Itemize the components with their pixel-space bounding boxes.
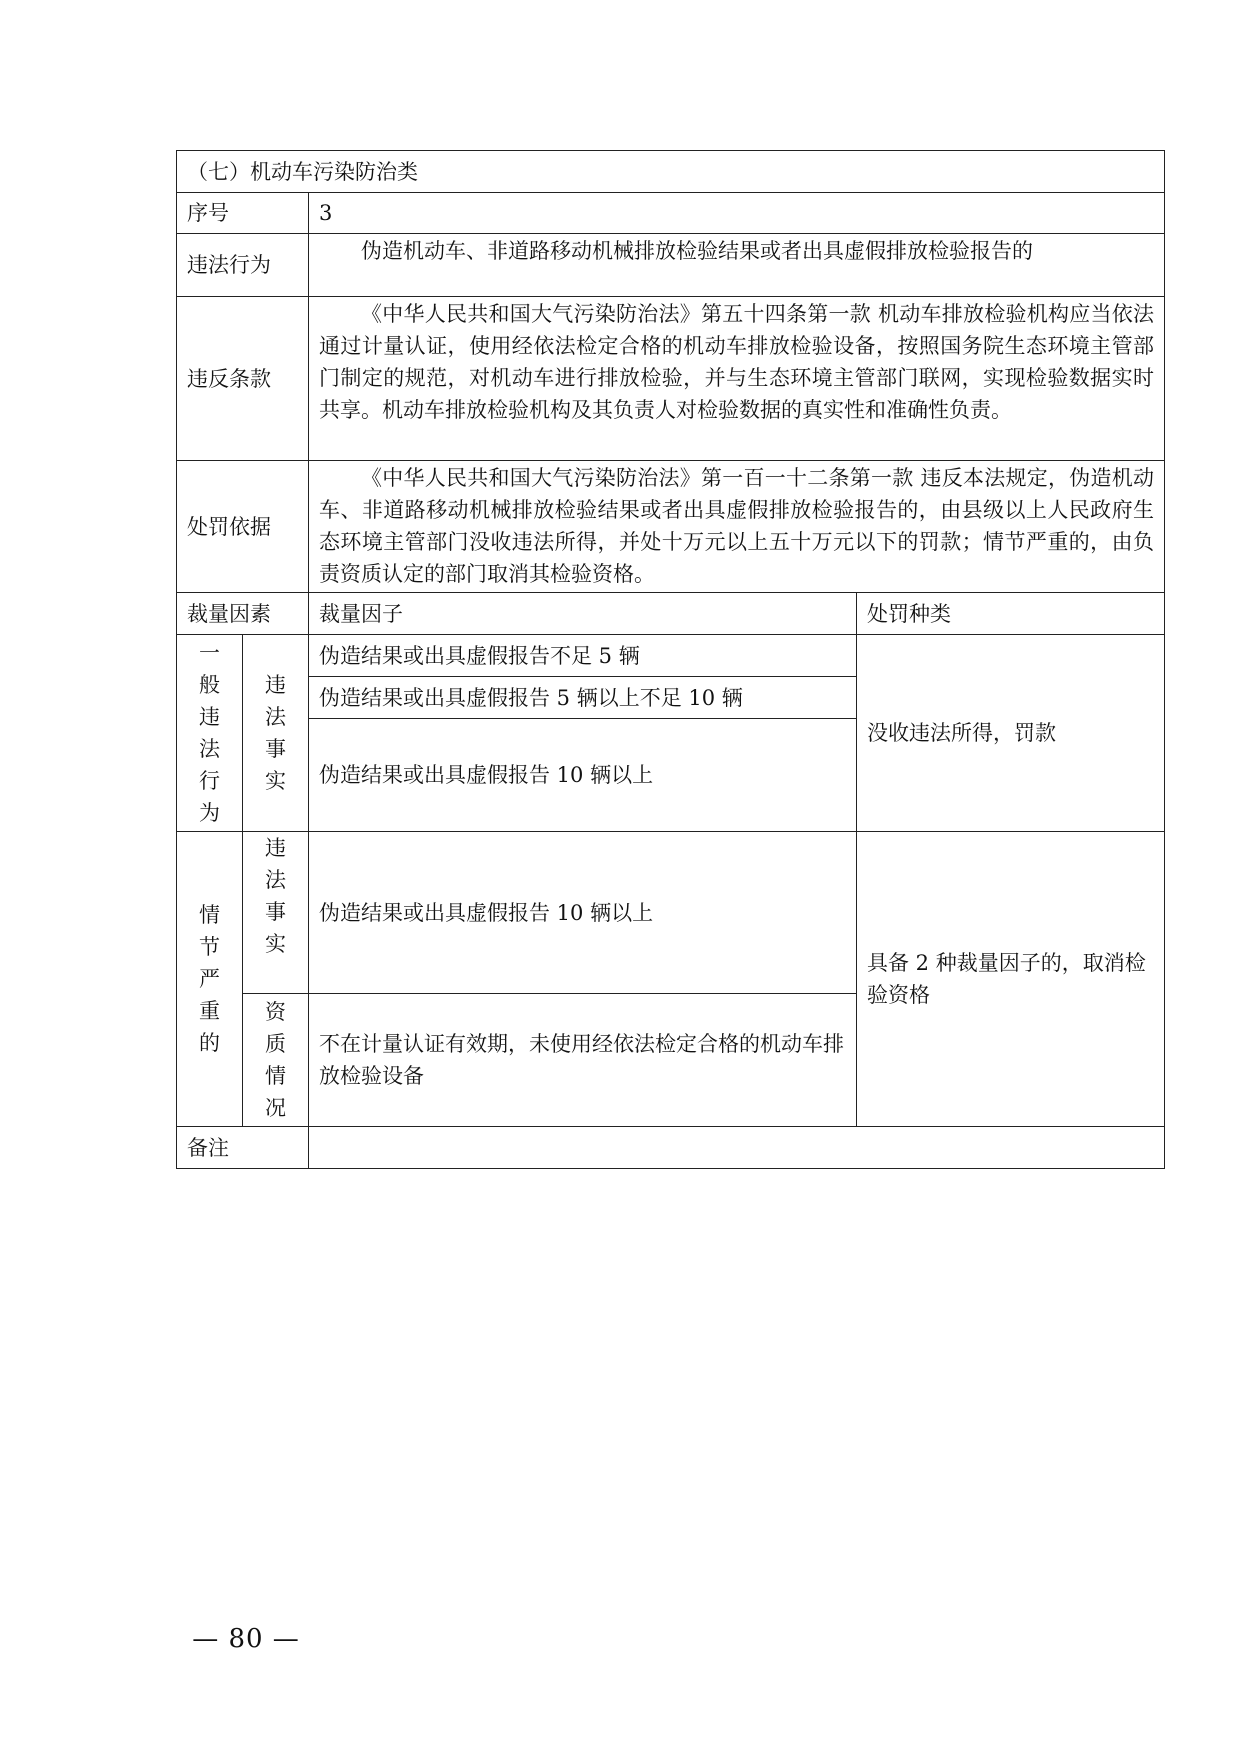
page-number: — 80 — — [192, 1624, 300, 1654]
penalty-discretion-table — [176, 150, 1165, 1169]
general-fact-label: 违法事实 — [265, 673, 286, 793]
penalty-basis-text: 《中华人民共和国大气污染防治法》第一百一十二条第一款 违反本法规定，伪造机动车、非道路移动机械排放检验结果或者出具虚假排放检验报告的，由县级以上人民政府生态环境主管部门没收违法所得，并处十万元以上五十万元以下的罚款；情节严重的，由负责资质认定的部门取消其检验资格。 — [319, 466, 1154, 586]
article-text-cell — [309, 297, 1165, 461]
violation-text: 伪造机动车、非道路移动机械排放检验结果或者出具虚假排放检验报告的 — [361, 239, 1033, 263]
remarks-label: 备注 — [177, 1127, 309, 1169]
serious-qual-label: 资质情况 — [265, 1000, 286, 1120]
article-text: 《中华人民共和国大气污染防治法》第五十四条第一款 机动车排放检验机构应当依法通过计量认证，使用经依法检定合格的机动车排放检验设备，按照国务院生态环境主管部门制定的规范，对机动车进行排放检验，并与生态环境主管部门联网，实现检验数据实时共享。机动车排放检验机构及其负责人对检验数据的真实性和准确性负责。 — [319, 302, 1154, 422]
serious-fact-label-cell — [243, 832, 309, 994]
general-violation-label: 一般违法行为 — [199, 641, 220, 825]
factor-label: 裁量因素 — [177, 593, 309, 635]
seq-value: 3 — [309, 193, 1165, 234]
penalty-basis-text-cell — [309, 461, 1165, 593]
serious-fact-text: 伪造结果或出具虚假报告 10 辆以上 — [309, 832, 857, 994]
general-violation-label-cell — [177, 635, 243, 832]
general-fact-label-cell — [243, 635, 309, 832]
serious-label-cell — [177, 832, 243, 1127]
penalty-type-header: 处罚种类 — [857, 593, 1165, 635]
category-title: （七）机动车污染防治类 — [177, 151, 1165, 193]
general-factor-3: 伪造结果或出具虚假报告 10 辆以上 — [309, 719, 857, 832]
serious-qual-label-cell — [243, 994, 309, 1127]
article-label: 违反条款 — [177, 297, 309, 461]
violation-text-cell — [309, 234, 1165, 297]
serious-label: 情节严重的 — [199, 903, 220, 1055]
general-penalty: 没收违法所得，罚款 — [857, 635, 1165, 832]
violation-label: 违法行为 — [177, 234, 309, 297]
seq-label: 序号 — [177, 193, 309, 234]
penalty-basis-label: 处罚依据 — [177, 461, 309, 593]
serious-fact-label: 违法事实 — [265, 836, 286, 956]
general-factor-2: 伪造结果或出具虚假报告 5 辆以上不足 10 辆 — [309, 677, 857, 719]
factor-header: 裁量因子 — [309, 593, 857, 635]
serious-qual-text: 不在计量认证有效期，未使用经依法检定合格的机动车排放检验设备 — [309, 994, 857, 1127]
general-factor-1: 伪造结果或出具虚假报告不足 5 辆 — [309, 635, 857, 677]
serious-penalty: 具备 2 种裁量因子的，取消检验资格 — [857, 832, 1165, 1127]
remarks-text — [309, 1127, 1165, 1169]
